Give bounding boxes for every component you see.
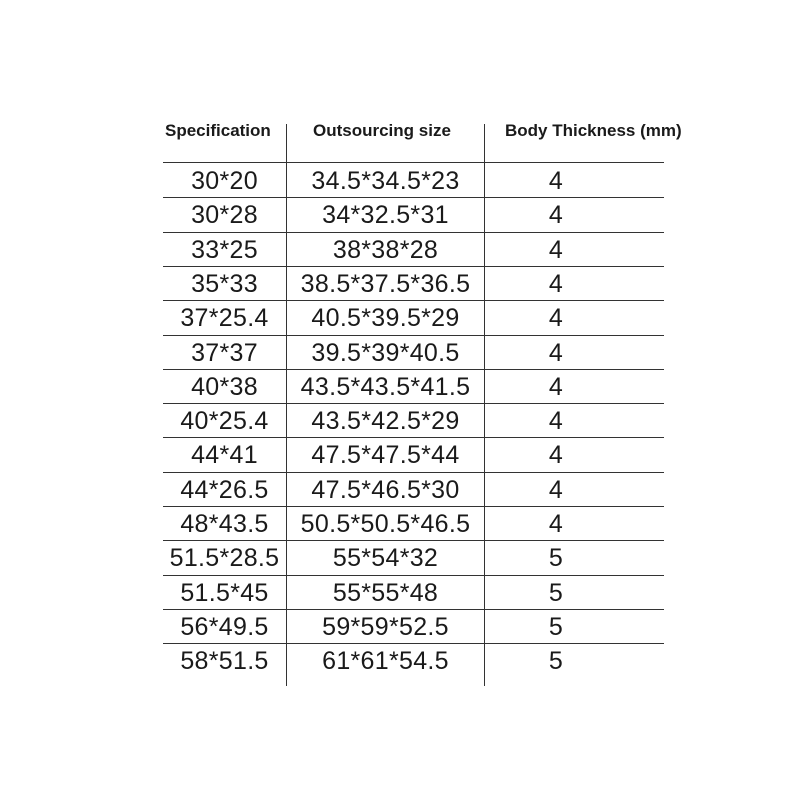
- cell-outsourcing-size: 38*38*28: [332, 235, 439, 264]
- cell-outsourcing-size: 55*54*32: [332, 544, 439, 573]
- cell-outsourcing-size: 47.5*47.5*44: [311, 441, 460, 470]
- cell-specification: 44*26.5: [180, 475, 269, 504]
- cell-specification: 37*25.4: [180, 304, 269, 333]
- cell-specification: 33*25: [191, 235, 258, 264]
- table-row: [0, 267, 800, 301]
- cell-body-thickness: 5: [548, 612, 564, 641]
- cell-specification: 56*49.5: [180, 612, 269, 641]
- cell-specification: 35*33: [191, 269, 258, 298]
- cell-specification: 51.5*45: [180, 578, 269, 607]
- table-row: [0, 370, 800, 404]
- table-row: [0, 336, 800, 370]
- table-row: [0, 541, 800, 575]
- cell-outsourcing-size: 39.5*39*40.5: [311, 338, 460, 367]
- cell-outsourcing-size: 40.5*39.5*29: [311, 304, 460, 333]
- cell-outsourcing-size: 38.5*37.5*36.5: [300, 269, 471, 298]
- cell-body-thickness: 4: [548, 235, 564, 264]
- cell-outsourcing-size: 61*61*54.5: [322, 647, 449, 676]
- table-row: [0, 507, 800, 541]
- header-specification: Specification: [165, 121, 271, 140]
- cell-specification: 40*25.4: [180, 407, 269, 436]
- cell-outsourcing-size: 55*55*48: [332, 578, 439, 607]
- cell-body-thickness: 4: [548, 441, 564, 470]
- cell-outsourcing-size: 34*32.5*31: [322, 201, 449, 230]
- cell-body-thickness: 4: [548, 510, 564, 538]
- header-body-thickness: Body Thickness (mm): [505, 121, 682, 140]
- cell-outsourcing-size: 47.5*46.5*30: [311, 475, 460, 504]
- cell-body-thickness: 4: [548, 167, 564, 195]
- table-row: [0, 404, 800, 438]
- header-outsourcing-size: Outsourcing size: [313, 121, 451, 140]
- row-divider: [163, 162, 664, 163]
- cell-specification: 48*43.5: [180, 510, 269, 538]
- cell-specification: 37*37: [191, 338, 258, 367]
- cell-body-thickness: 5: [548, 647, 564, 676]
- cell-body-thickness: 5: [548, 578, 564, 607]
- table-row: [0, 576, 800, 610]
- table-row: [0, 301, 800, 335]
- cell-body-thickness: 4: [548, 475, 564, 504]
- cell-specification: 40*38: [191, 372, 258, 401]
- cell-outsourcing-size: 43.5*42.5*29: [311, 407, 460, 436]
- cell-specification: 30*20: [191, 167, 258, 195]
- cell-body-thickness: 4: [548, 201, 564, 230]
- cell-outsourcing-size: 43.5*43.5*41.5: [300, 372, 471, 401]
- table-row: [0, 610, 800, 644]
- cell-specification: 30*28: [191, 201, 258, 230]
- table-row: [0, 164, 800, 198]
- cell-body-thickness: 4: [548, 372, 564, 401]
- table-row: [0, 644, 800, 678]
- cell-specification: 51.5*28.5: [169, 544, 280, 573]
- cell-body-thickness: 4: [548, 407, 564, 436]
- cell-body-thickness: 5: [548, 544, 564, 573]
- cell-body-thickness: 4: [548, 269, 564, 298]
- cell-specification: 58*51.5: [180, 647, 269, 676]
- table-row: [0, 473, 800, 507]
- cell-specification: 44*41: [191, 441, 258, 470]
- cell-outsourcing-size: 50.5*50.5*46.5: [300, 510, 471, 538]
- cell-body-thickness: 4: [548, 304, 564, 333]
- cell-body-thickness: 4: [548, 338, 564, 367]
- table-row: [0, 233, 800, 267]
- table-row: [0, 438, 800, 472]
- table-row: [0, 198, 800, 232]
- cell-outsourcing-size: 59*59*52.5: [322, 612, 449, 641]
- cell-outsourcing-size: 34.5*34.5*23: [311, 167, 460, 195]
